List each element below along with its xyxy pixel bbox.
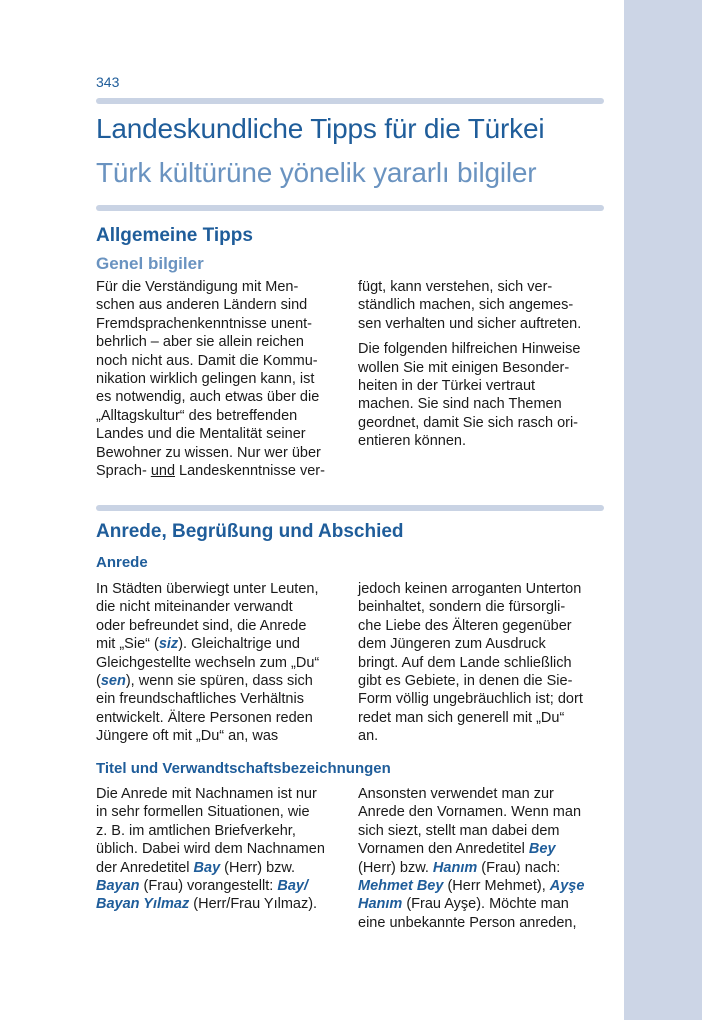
- anrede-column-1: [96, 580, 342, 746]
- text-line: „Alltagskultur“ des betreffenden: [96, 407, 298, 424]
- text-line: Die folgenden hilfreichen Hinweise: [358, 341, 581, 358]
- text-line: an.: [358, 728, 379, 745]
- text-fragment: (Frau Ayşe). Möchte man: [402, 896, 569, 913]
- text-fragment: Vornamen den Anredetitel: [358, 841, 529, 858]
- text-line: z. B. im amtlichen Briefverkehr,: [96, 822, 296, 839]
- text-line: [358, 877, 604, 895]
- text-line: gibt es Gebiete, in denen die Sie-: [358, 673, 573, 690]
- text-line: [96, 462, 342, 480]
- turkish-term: sen: [100, 673, 126, 690]
- turkish-term: Bay/: [277, 878, 308, 895]
- text-fragment: Sprach-: [96, 463, 151, 480]
- text-line: Für die Verständigung mit Men-: [96, 279, 299, 295]
- text-fragment: (Herr) bzw.: [358, 859, 433, 876]
- text-fragment: (Herr Mehmet),: [443, 878, 550, 895]
- section-heading-general-tips-turkish: Genel bilgiler: [96, 254, 204, 273]
- text-fragment: ), wenn sie spüren, dass sich: [125, 673, 313, 690]
- text-line: es notwendig, auch etwas über die: [96, 389, 320, 406]
- text-fragment: (Herr) bzw.: [220, 859, 296, 876]
- turkish-term: Mehmet Bey: [358, 878, 444, 895]
- text-line: [96, 859, 342, 877]
- titles-column-1: [96, 785, 342, 914]
- turkish-term: Hanım: [358, 896, 403, 913]
- general-tips-column-2: [358, 278, 604, 451]
- titles-column-2: [358, 785, 604, 932]
- text-line: Ansonsten verwendet man zur: [358, 786, 554, 802]
- text-line: [96, 895, 342, 913]
- turkish-term: Bayan: [96, 878, 140, 895]
- text-fragment: der Anredetitel: [96, 859, 194, 876]
- text-fragment: ). Gleichaltrige und: [178, 636, 300, 653]
- text-line: che Liebe des Älteren gegenüber: [358, 617, 572, 634]
- subheading-titles: Titel und Verwandtschaftsbezeichnungen: [96, 760, 391, 777]
- text-line: Fremdsprachenkenntnisse unent-: [96, 315, 313, 332]
- paragraph: [358, 278, 604, 333]
- paragraph: [358, 340, 604, 450]
- divider-section-2: [96, 505, 604, 511]
- subheading-anrede: Anrede: [96, 554, 148, 571]
- text-line: dem Jüngeren zum Ausdruck: [358, 636, 546, 653]
- text-line: schen aus anderen Ländern sind: [96, 297, 308, 314]
- text-line: üblich. Dabei wird dem Nachnamen: [96, 841, 325, 858]
- text-fragment: (Frau) vorangestellt:: [139, 878, 278, 895]
- text-line: Jüngere oft mit „Du“ an, was: [96, 728, 279, 745]
- text-line: noch nicht aus. Damit die Kommu-: [96, 352, 318, 369]
- text-line: Anrede den Vornamen. Wenn man: [358, 804, 582, 821]
- text-line: Gleichgestellte wechseln zum „Du“: [96, 654, 320, 671]
- text-line: [96, 635, 342, 653]
- text-line: heiten in der Türkei vertraut: [358, 378, 536, 395]
- text-line: sen verhalten und sicher auftreten.: [358, 315, 582, 332]
- text-line: [358, 859, 604, 877]
- text-line: jedoch keinen arroganten Unterton: [358, 581, 582, 597]
- text-line: entwickelt. Ältere Personen reden: [96, 709, 313, 726]
- text-fragment: (Herr/Frau Yılmaz).: [189, 896, 318, 913]
- text-fragment: (: [96, 673, 101, 690]
- general-tips-column-1: [96, 278, 342, 480]
- text-line: fügt, kann verstehen, sich ver-: [358, 279, 553, 295]
- text-line: sich siezt, stellt man dabei dem: [358, 822, 560, 839]
- text-line: Die Anrede mit Nachnamen ist nur: [96, 786, 317, 802]
- page-title-german: Landeskundliche Tipps für die Türkei: [96, 113, 545, 144]
- text-line: in sehr formellen Situationen, wie: [96, 804, 310, 821]
- text-line: Landes und die Mentalität seiner: [96, 426, 306, 443]
- text-line: die nicht miteinander verwandt: [96, 599, 293, 616]
- text-line: oder befreundet sind, die Anrede: [96, 617, 307, 634]
- text-line: entieren können.: [358, 433, 467, 450]
- section-heading-address: Anrede, Begrüßung und Abschied: [96, 521, 404, 542]
- page-number: 343: [96, 74, 120, 90]
- text-line: Bewohner zu wissen. Nur wer über: [96, 444, 321, 461]
- turkish-term: Bayan Yılmaz: [96, 896, 190, 913]
- section-heading-general-tips: Allgemeine Tipps: [96, 225, 253, 246]
- turkish-term: Bay: [193, 859, 221, 876]
- text-line: geordnet, damit Sie sich rasch ori-: [358, 414, 579, 431]
- underlined-word: und: [150, 463, 176, 480]
- text-line: ständlich machen, sich angemes-: [358, 297, 574, 314]
- turkish-term: siz: [158, 636, 179, 653]
- divider-top: [96, 98, 604, 104]
- text-fragment: Landeskenntnisse ver-: [175, 463, 325, 480]
- anrede-column-2: [358, 580, 604, 746]
- text-line: [96, 672, 342, 690]
- text-line: behrlich – aber sie allein reichen: [96, 334, 304, 351]
- text-line: [358, 840, 604, 858]
- text-fragment: mit „Sie“ (: [96, 636, 159, 653]
- turkish-term: Ayşe: [549, 878, 585, 895]
- text-fragment: (Frau) nach:: [477, 859, 561, 876]
- turkish-term: Bey: [528, 841, 556, 858]
- text-line: [358, 895, 604, 913]
- text-line: nikation wirklich gelingen kann, ist: [96, 371, 315, 388]
- text-line: In Städten überwiegt unter Leuten,: [96, 581, 319, 597]
- text-line: [96, 877, 342, 895]
- text-line: eine unbekannte Person anreden,: [358, 914, 577, 931]
- text-line: redet man sich generell mit „Du“: [358, 709, 565, 726]
- text-line: bringt. Auf dem Lande schließlich: [358, 654, 572, 671]
- divider-title: [96, 205, 604, 211]
- side-band: [624, 0, 702, 1020]
- text-line: beinhaltet, sondern die fürsorgli-: [358, 599, 566, 616]
- text-line: wollen Sie mit einigen Besonder-: [358, 359, 570, 376]
- page-title-turkish: Türk kültürüne yönelik yararlı bilgiler: [96, 157, 537, 188]
- turkish-term: Hanım: [432, 859, 478, 876]
- text-line: Form völlig ungebräuchlich ist; dort: [358, 691, 583, 708]
- text-line: machen. Sie sind nach Themen: [358, 396, 562, 413]
- text-line: ein freundschaftliches Verhältnis: [96, 691, 304, 708]
